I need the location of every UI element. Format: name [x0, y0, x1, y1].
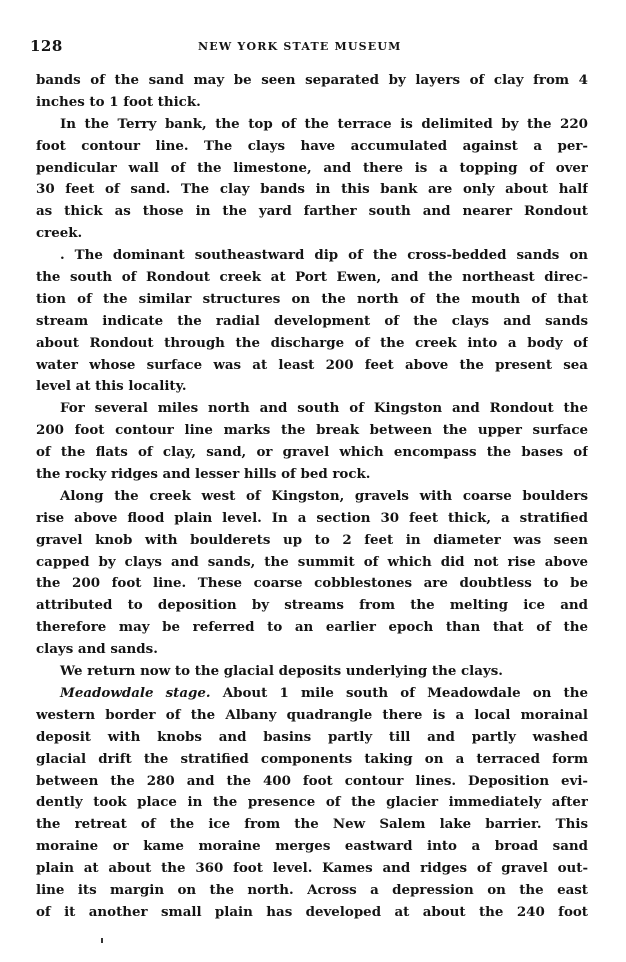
- text-line: [36, 376, 588, 398]
- line-text: creek.: [36, 225, 83, 242]
- text-line: [36, 836, 588, 858]
- line-text: moraine or kame moraine merges eastward into a broad sand: [36, 838, 588, 855]
- text-line: [36, 508, 588, 530]
- text-line: [36, 902, 588, 924]
- text-line: [36, 573, 588, 595]
- section-heading: Meadowdale stage.: [60, 684, 211, 701]
- text-line: [36, 355, 588, 377]
- text-line: [36, 158, 588, 180]
- body-text: [36, 70, 588, 924]
- text-line: [36, 136, 588, 158]
- line-text: For several miles north and south of Kingston and Rondout the: [60, 400, 588, 417]
- text-line: [36, 814, 588, 836]
- line-text: the 200 foot line. These coarse cobblestones are doubtless to be: [36, 575, 588, 592]
- page-header: [30, 37, 590, 59]
- text-line: [36, 617, 588, 639]
- text-line: [36, 880, 588, 902]
- text-line: [36, 464, 588, 486]
- line-text: capped by clays and sands, the summit of which did not rise above: [36, 553, 588, 570]
- line-text: between the 280 and the 400 foot contour lines. Deposition evi-: [36, 772, 588, 789]
- line-text: bands of the sand may be seen separated by layers of clay from 4: [36, 72, 588, 88]
- text-line: [36, 245, 588, 267]
- line-text: water whose surface was at least 200 feet above the present sea: [36, 356, 588, 373]
- text-line: [36, 201, 588, 223]
- line-text: the retreat of the ice from the New Salem lake barrier. This: [36, 816, 588, 833]
- text-line: [36, 771, 588, 793]
- text-line: [36, 114, 588, 136]
- text-line: [36, 486, 588, 508]
- line-text: rise above flood plain level. In a section 30 feet thick, a stratified: [36, 509, 588, 526]
- line-text: About 1 mile south of Meadowdale on the: [210, 684, 588, 701]
- text-line: [36, 442, 588, 464]
- text-line: [36, 705, 588, 727]
- text-line: [36, 398, 588, 420]
- line-text: level at this locality.: [36, 378, 187, 395]
- line-text: the rocky ridges and lesser hills of bed rock.: [36, 466, 371, 483]
- line-text: as thick as those in the yard farther south and nearer Rondout: [36, 203, 588, 220]
- line-text: plain at about the 360 foot level. Kames and ridges of gravel out-: [36, 860, 588, 877]
- text-line: [36, 661, 588, 683]
- text-line: [36, 92, 588, 114]
- text-line: [36, 267, 588, 289]
- line-text: the south of Rondout creek at Port Ewen, and the northeast direc-: [36, 269, 588, 286]
- line-text: gravel knob with boulderets up to 2 feet in diameter was seen: [36, 531, 588, 548]
- line-text: In the Terry bank, the top of the terrace is delimited by the 220: [60, 115, 588, 132]
- text-line: [36, 70, 588, 92]
- text-line: [36, 223, 588, 245]
- line-text: foot contour line. The clays have accumulated against a per-: [36, 137, 588, 154]
- line-text: inches to 1 foot thick.: [36, 93, 201, 110]
- line-text: line its margin on the north. Across a depression on the east: [36, 881, 588, 898]
- text-line: [36, 179, 588, 201]
- line-text: deposit with knobs and basins partly till and partly washed: [36, 728, 588, 745]
- line-text: . The dominant southeastward dip of the cross-bedded sands on: [60, 247, 588, 264]
- text-line: [36, 420, 588, 442]
- line-text: therefore may be referred to an earlier epoch than that of the: [36, 619, 588, 636]
- print-speck: [101, 938, 103, 943]
- line-text: attributed to deposition by streams from the melting ice and: [36, 597, 588, 614]
- text-line: [36, 333, 588, 355]
- line-text: of it another small plain has developed at about the 240 foot: [36, 903, 588, 920]
- text-line: [36, 727, 588, 749]
- text-line: [36, 858, 588, 880]
- text-line: [36, 749, 588, 771]
- line-text: tion of the similar structures on the north of the mouth of that: [36, 290, 588, 307]
- text-line: [36, 639, 588, 661]
- line-text: clays and sands.: [36, 641, 158, 658]
- text-line: [36, 552, 588, 574]
- line-text: pendicular wall of the limestone, and there is a topping of over: [36, 159, 588, 176]
- text-line: [36, 530, 588, 552]
- text-line: [36, 792, 588, 814]
- line-text: dently took place in the presence of the glacier immediately after: [36, 794, 588, 811]
- running-head: NEW YORK STATE MUSEUM: [198, 40, 402, 53]
- line-text: western border of the Albany quadrangle there is a local morainal: [36, 706, 588, 723]
- text-line: [36, 595, 588, 617]
- text-line: [36, 311, 588, 333]
- text-line: [36, 683, 588, 705]
- text-line: [36, 289, 588, 311]
- line-text: Along the creek west of Kingston, gravels with coarse boulders: [60, 487, 588, 504]
- line-text: We return now to the glacial deposits underlying the clays.: [60, 663, 503, 680]
- line-text: 200 foot contour line marks the break between the upper surface: [36, 422, 588, 439]
- line-text: of the flats of clay, sand, or gravel which encompass the bases of: [36, 444, 588, 461]
- line-text: about Rondout through the discharge of the creek into a body of: [36, 334, 588, 351]
- page-number: 128: [30, 37, 63, 55]
- line-text: 30 feet of sand. The clay bands in this bank are only about half: [36, 181, 588, 198]
- line-text: stream indicate the radial development of the clays and sands: [36, 312, 588, 329]
- line-text: glacial drift the stratified components taking on a terraced form: [36, 750, 588, 767]
